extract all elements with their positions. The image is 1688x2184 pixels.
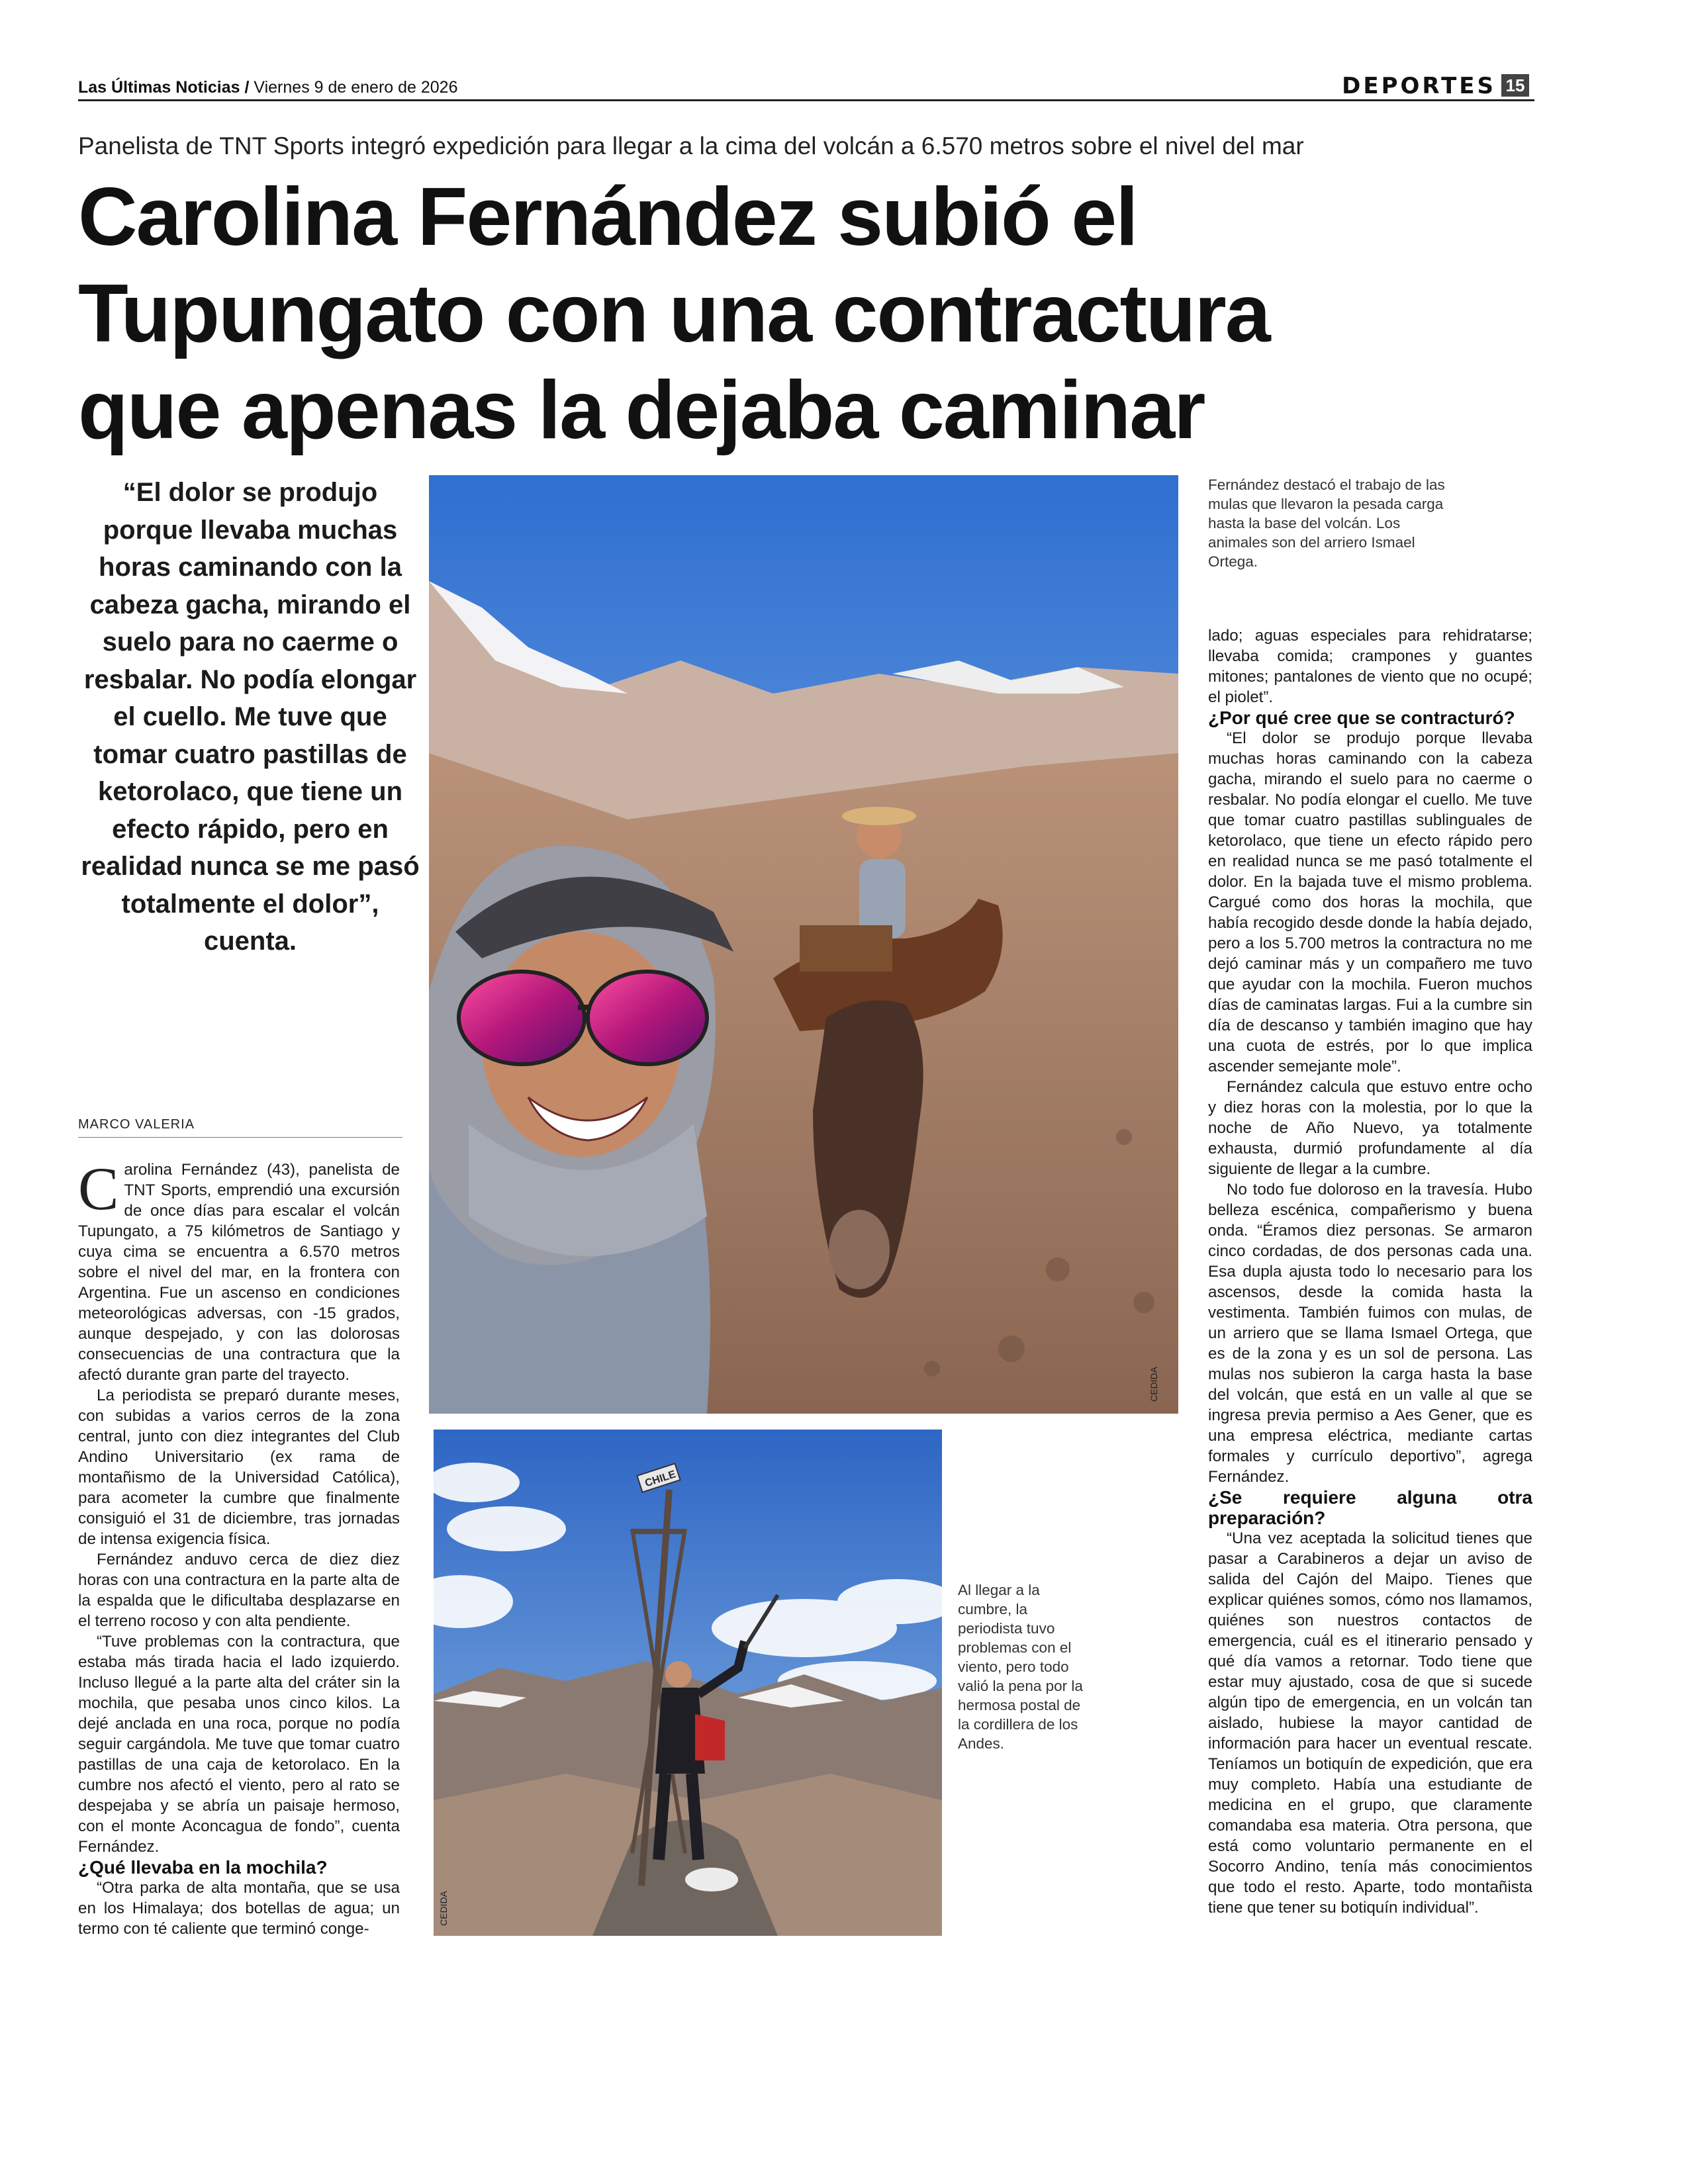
- byline-rule: [78, 1137, 402, 1138]
- selfie-illustration: [429, 475, 1178, 1414]
- newspaper-header: [78, 78, 458, 97]
- photo-selfie-with-mules: [429, 475, 1178, 1414]
- paragraph: “Tuve problemas con la contractura, que estaba más tirada hacia el lado izquierdo. Incluso llegué a la parte alta del cráter sin la mochila, que pesaba unos cinco kilos. La dejé anclada en una roca, porque no podía seguir cargándola. Me tuve que tomar cuatro pastillas de una caja de ketorolaco. En la cumbre nos afectó el viento, pero al rato se despejaba y se abría un paisaje hermoso, con el monte Aconcagua de fondo”, cuenta Fernández.: [78, 1633, 400, 1856]
- headline-line-1: Carolina Fernández subió el: [78, 171, 1137, 263]
- paragraph: Fernández calcula que estuvo entre ocho y diez horas con la molestia, por lo que la noche de Año Nuevo, ya totalmente exhausta, durmió profundamente al día siguiente de llegar a la cumbre.: [1208, 1078, 1532, 1178]
- photo-summit: [434, 1430, 942, 1936]
- summit-illustration: [434, 1430, 942, 1936]
- kicker: Panelista de TNT Sports integró expedición para llegar a la cima del volcán a 6.570 metros sobre el nivel del mar: [78, 132, 1304, 159]
- issue-date: Viernes 9 de enero de 2026: [254, 78, 458, 97]
- headline-line-2: Tupungato con una contractura: [78, 268, 1270, 359]
- headline: [78, 169, 1501, 459]
- article-column-3: [1208, 625, 1532, 1918]
- subheading: ¿Por qué cree que se contracturó?: [1208, 707, 1515, 728]
- page-number: 15: [1501, 74, 1529, 97]
- subheading: ¿Se requiere alguna otra preparación?: [1208, 1487, 1532, 1528]
- drop-cap: C: [78, 1155, 119, 1222]
- paragraph: “Una vez aceptada la solicitud tienes que pasar a Carabineros a dejar un aviso de salida del Cajón del Maipo. Tienes que explicar quiénes somos, cómo nos llamamos, quiénes son nuestros contactos de emergencia, cuál es el itinerario pensado y qué día vamos a retornar. Todo tiene que estar muy ajustado, cosa de que si sucede algún tipo de emergencia, en un volcán tan aislado, hubiese la mayor cantidad de información para hacer un eventual rescate. Teníamos un botiquín de expedición, que era muy completo. Había una estudiante de medicina en el grupo, que claramente comandaba esa materia. Otra persona, que está como voluntario permanente en el Socorro Andino, tenía más conocimientos que todo el resto. Aparte, todo montañista tiene que tener su botiquín individual”.: [1208, 1529, 1532, 1917]
- header-separator: /: [240, 78, 254, 97]
- photo-credit-1: CEDIDA: [1149, 1367, 1159, 1402]
- photo-caption-2: Al llegar a la cumbre, la periodista tuvo problemas con el viento, pero todo valió la pena por la hermosa postal de la cordillera de los Andes.: [958, 1582, 1083, 1752]
- section-name: DEPORTES: [1342, 73, 1496, 99]
- pull-quote: “El dolor se produjo porque llevaba muchas horas caminando con la cabeza gacha, mirando el suelo para no caerme o resbalar. No podía elongar el cuello. Me tuve que tomar cuatro pastillas de ketorolaco, que tiene un efecto rápido, pero en realidad nunca se me pasó totalmente el dolor”, cuenta.: [81, 478, 420, 956]
- photo-credit-2: CEDIDA: [438, 1891, 449, 1926]
- summit-sign-text: CHILE: [643, 1469, 678, 1490]
- paragraph: La periodista se preparó durante meses, con subidas a varios cerros de la zona central, junto con diez integrantes del Club Andino Universitario (ex rama de montañismo de la Universidad Católica), para acometer la cumbre que finalmente consiguió el 31 de diciembre, tras jornadas de intensa exigencia física.: [78, 1387, 400, 1548]
- paragraph: “Otra parka de alta montaña, que se usa en los Himalaya; dos botellas de agua; un termo con té caliente que terminó conge-: [78, 1879, 400, 1938]
- newspaper-name: Las Últimas Noticias: [78, 78, 240, 97]
- paragraph: lado; aguas especiales para rehidratarse; llevaba comida; crampones y guantes mitones; pantalones de viento que no ocupé; el piolet”.: [1208, 627, 1532, 706]
- paragraph: No todo fue doloroso en la travesía. Hubo belleza escénica, compañerismo y buena onda. “Éramos diez personas. Se armaron cinco cordadas, de dos personas cada una. Esa dupla ajusta todo lo necesario para los ascensos, desde la comida hasta la vestimenta. También fuimos con mulas, de un arriero que se llama Ismael Ortega, que es de la zona y es un sol de persona. Las mulas nos subieron la carga hasta la base del volcán, que está en un valle al que se ingresa previa permiso a Aes Gener, que es una empresa eléctrica, mediante cartas formales y currículo deportivo”, agrega Fernández.: [1208, 1181, 1532, 1486]
- article-column-1: [78, 1155, 400, 1939]
- paragraph: Fernández anduvo cerca de diez diez horas con una contractura en la parte alta de la espalda que le dificultaba desplazarse en el terreno rocoso y con alta pendiente.: [78, 1551, 400, 1630]
- paragraph: “El dolor se produjo porque llevaba muchas horas caminando con la cabeza gacha, mirando el suelo para no caerme o resbalar. No podía elongar el cuello. Me tuve que tomar cuatro pastillas sublinguales de ketorolaco, que tiene un efecto rápido pero en realidad nunca se me pasó totalmente el dolor. En la bajada tuve el mismo problema. Cargué como dos horas la mochila, que había recogido desde donde la había dejado, pero a los 5.700 metros la contractura no me dejó caminar más y un compañero me tuvo que ayudar con la mochila. Fueron muchos días de caminatas largas. Fui a la cumbre sin día de descanso y también imagino que hay una cuota de estrés, por lo que implica ascender semejante mole”.: [1208, 729, 1532, 1075]
- photo-caption-1: Fernández destacó el trabajo de las mulas que llevaron la pesada carga hasta la base del volcán. Los animales son del arriero Ismael Ortega.: [1208, 477, 1445, 570]
- byline: MARCO VALERIA: [78, 1117, 195, 1132]
- paragraph: Carolina Fernández (43), panelista de TNT Sports, emprendió una excursión de once días para escalar el volcán Tupungato, a 75 kilómetros de Santiago y cuya cima se encuentra a 6.570 metros sobre el nivel del mar, en la frontera con Argentina. Fue un ascenso en condiciones meteorológicas adversas, con -15 grados, aunque despejado, y con las dolorosas consecuencias de una contractura que la afectó durante gran parte del trayecto.: [78, 1155, 400, 1384]
- headline-line-3: que apenas la dejaba caminar: [78, 365, 1205, 456]
- header-rule: [78, 99, 1534, 101]
- subheading: ¿Qué llevaba en la mochila?: [78, 1857, 328, 1878]
